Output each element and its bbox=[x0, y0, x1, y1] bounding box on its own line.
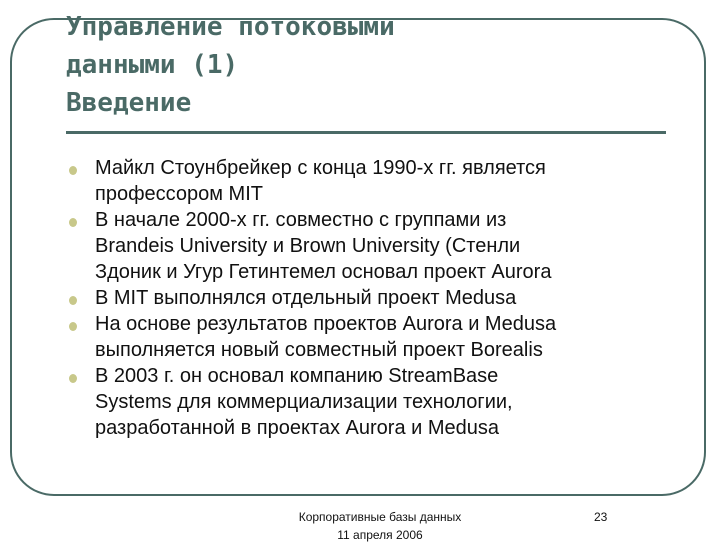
title-line: Введение bbox=[66, 88, 192, 118]
slide-footer bbox=[260, 508, 500, 544]
title-underline bbox=[66, 131, 666, 134]
bullet-text-line: разработанной в проектах Aurora и Medusa bbox=[95, 417, 500, 439]
bullet-text-line: Майкл Стоунбрейкер с конца 1990-х гг. является bbox=[95, 157, 546, 179]
title-line: данными (1) bbox=[66, 50, 239, 80]
bullet-item bbox=[66, 285, 686, 311]
bullet-text-line: На основе результатов проектов Aurora и Medusa bbox=[95, 313, 557, 335]
bullet-item bbox=[66, 207, 686, 285]
bullet-item bbox=[66, 311, 686, 363]
bullet-dot-icon bbox=[69, 322, 77, 331]
title-line: Управление потоковыми bbox=[66, 12, 395, 42]
bullet-text-line: Brandeis University и Brown University (Стенли bbox=[95, 235, 521, 257]
bullet-text-line: профессором MIT bbox=[95, 183, 263, 205]
bullet-text-line: В начале 2000-х гг. совместно с группами из bbox=[95, 209, 507, 231]
bullet-dot-icon bbox=[69, 296, 77, 305]
bullet-item bbox=[66, 363, 686, 441]
bullet-text-line: Systems для коммерциализации технологии, bbox=[95, 391, 513, 413]
bullet-dot-icon bbox=[69, 166, 77, 175]
bullet-dot-icon bbox=[69, 374, 77, 383]
bullet-text-line: выполняется новый совместный проект Borealis bbox=[95, 339, 543, 361]
bullet-text-line: В MIT выполнялся отдельный проект Medusa bbox=[95, 287, 517, 309]
bullet-text-line: В 2003 г. он основал компанию StreamBase bbox=[95, 365, 499, 387]
page-number: 23 bbox=[594, 510, 608, 524]
bullet-list bbox=[66, 155, 686, 441]
slide-title bbox=[66, 8, 395, 122]
footer-course: Корпоративные базы данных bbox=[298, 510, 462, 524]
bullet-item bbox=[66, 155, 686, 207]
bullet-dot-icon bbox=[69, 218, 77, 227]
footer-date: 11 апреля 2006 bbox=[337, 528, 423, 542]
bullet-text-line: Здоник и Угур Гетинтемел основал проект Aurora bbox=[95, 261, 552, 283]
